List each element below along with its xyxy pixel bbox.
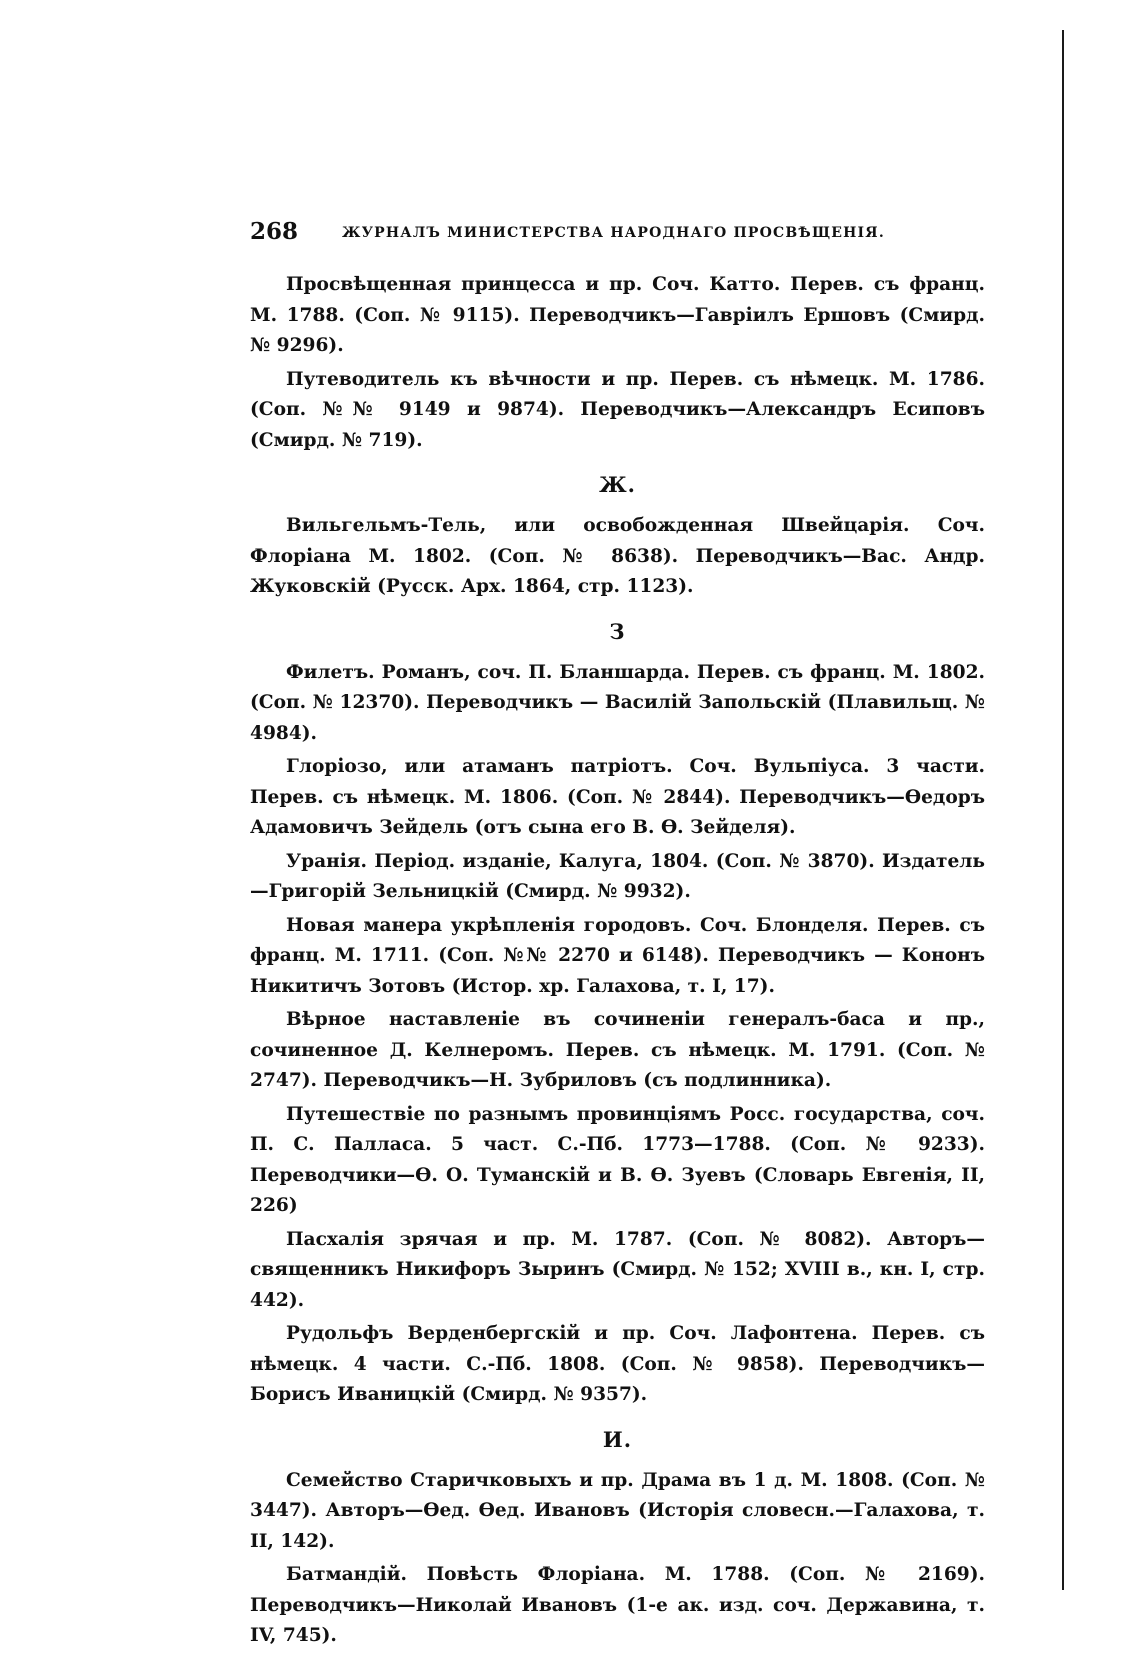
book-page [250,218,985,1655]
page-number: 268 [250,218,299,245]
bibliography-entry: Новая манера укрѣпленія городовъ. Соч. Блонделя. Перев. съ франц. М. 1711. (Соп. №№ 2270 и 6148). Переводчикъ — Кононъ Никитичъ Зотовъ (Истор. хр. Галахова, т. I, 17). [250,914,985,997]
bibliography-entry: Путешествіе по разнымъ провинціямъ Росс. государства, соч. П. С. Палласа. 5 част. С.-Пб. 1773—1788. (Соп. № 9233). Переводчики—Ѳ. О. Туманскій и В. Ѳ. Зуевъ (Словарь Евгенія, II, 226) [250,1103,985,1216]
bibliography-entry: Пасхалія зрячая и пр. М. 1787. (Соп. № 8082). Авторъ—священникъ Никифоръ Зыринъ (Смирд. № 152; XVIII в., кн. I, стр. 442). [250,1228,985,1311]
running-title: ЖУРНАЛЪ МИНИСТЕРСТВА НАРОДНАГО ПРОСВѢЩЕНІЯ. [342,225,885,241]
page-header [250,218,985,258]
bibliography-entry: Рудольфъ Верденбергскій и пр. Соч. Лафонтена. Перев. съ нѣмецк. 4 части. С.-Пб. 1808. (Соп. № 9858). Переводчикъ—Борисъ Иваницкій (Смирд. № 9357). [250,1323,985,1405]
section-z [250,619,985,1411]
section-i [250,1427,985,1652]
bibliography-entry: Глоріозо, или атаманъ патріотъ. Соч. Вульпіуса. 3 части. Перев. съ нѣмецк. М. 1806. (Соп. № 2844). Переводчикъ—Ѳедоръ Адамовичъ Зейдель (отъ сына его В. Ѳ. Зейделя). [250,756,985,838]
page-edge-rule [1062,30,1064,1590]
letter-heading: И. [602,1426,633,1452]
letter-heading: Ж. [599,472,636,497]
bibliography-entry: Вѣрное наставленіе въ сочиненіи генералъ-баса и пр., сочиненное Д. Келнеромъ. Перев. съ нѣмецк. М. 1791. (Соп. № 2747). Переводчикъ—Н. Зубриловъ (съ подлинника). [250,1009,985,1091]
bibliography-entry: Путеводитель къ вѣчности и пр. Перев. съ нѣмецк. М. 1786. (Соп. №№ 9149 и 9874). Переводчикъ—Александръ Есиповъ (Смирд. № 719). [250,368,985,451]
bibliography-entry: Семейство Старичковыхъ и пр. Драма въ 1 д. М. 1808. (Соп. № 3447). Авторъ—Ѳед. Ѳед. Ивановъ (Исторія словесн.—Галахова, т. II, 142). [250,1469,985,1552]
bibliography-entry: Вильгельмъ-Тель, или освобожденная Швейцарія. Соч. Флоріана М. 1802. (Соп. № 8638). Переводчикъ—Вас. Андр. Жуковскій (Русск. Арх. 1864, стр. 1123). [250,515,985,597]
bibliography-entry: Филетъ. Романъ, соч. П. Бланшарда. Перев. съ франц. М. 1802. (Соп. № 12370). Переводчикъ — Василій Запольскій (Плавильщ. № 4984). [250,661,985,744]
bibliography-entry: Уранія. Період. изданіе, Калуга, 1804. (Соп. № 3870). Издатель—Григорій Зельницкій (Смирд. № 9932). [250,850,985,902]
bibliography-entry: Просвѣщенная принцесса и пр. Соч. Катто. Перев. съ франц. М. 1788. (Соп. № 9115). Переводчикъ—Гавріилъ Ершовъ (Смирд. № 9296). [250,274,985,356]
section-zh [250,472,985,603]
letter-heading: З [609,618,626,644]
bibliography-entry: Батмандій. Повѣсть Флоріана. М. 1788. (Соп. № 2169). Переводчикъ—Николай Ивановъ (1-е ак. изд. соч. Державина, т. IV, 745). [250,1564,985,1646]
section-untitled [250,270,985,456]
